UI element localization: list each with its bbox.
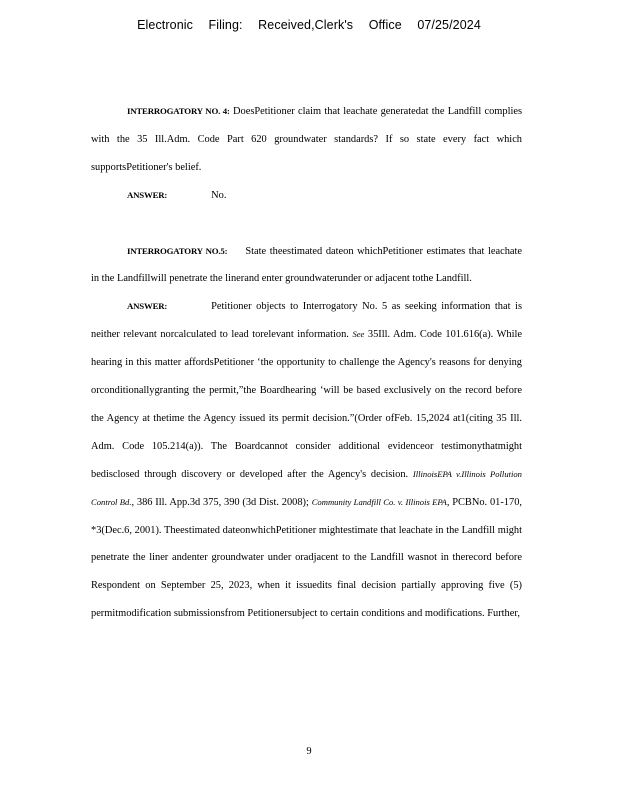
answer-4-text: No.: [211, 189, 227, 201]
answer-5-text-part2: 35Ill. Adm. Code 101.616(a). While hearing in this matter affordsPetitioner ‘the opportunity to challenge the Agency's reasons for denying orconditionallygranting the permit,”the Boardhearing ‘will be based exclusively on the record before the Agency at thetime the Agency issued its permit decision.”(Order ofFeb. 15,2024 at1(citing 35 Ill. Adm. Code 105.214(a)). The Boardcannot consider additional evidenceor testimonythatmight bedisclosed through discovery or developed after the Agency's decision.: [91, 329, 522, 480]
answer-5-label: ANSWER:: [127, 301, 168, 312]
case-citation-2-name: Community Landfill Co. v. Illinois EPA: [311, 496, 447, 507]
document-body: [91, 98, 522, 628]
see-signal: See: [352, 329, 365, 340]
interrogatory-5-label: INTERROGATORY NO.5:: [127, 245, 228, 256]
interrogatory-4-text: DoesPetitioner claim that leachate generatedat the Landfill complies with the 35 Ill.Adm. Code Part 620 groundwater standards? If so state every fact which supportsPetitioner's belief.: [91, 106, 523, 173]
answer-4: [91, 182, 522, 210]
answer-5: [91, 293, 522, 628]
answer-5-text-part3: , PCBNo. 01-170, *3(Dec.6, 2001). Theestimated dateonwhichPetitioner mightestimate that leachate in the Landfill might penetrate the liner andenter groundwater under oradjacent to the Landfill wasnot in therecord before Respondent on September 25, 2023, when it issuedits final decision partially approving five (5) permitmodification submissionsfrom Petitionersubject to certain conditions and modifications. Further,: [91, 496, 522, 620]
interrogatory-4: [91, 98, 522, 182]
interrogatory-4-label: INTERROGATORY NO. 4:: [127, 106, 230, 116]
page-number: 9: [306, 746, 312, 757]
case-citation-1-reporter: , 386 Ill. App.3d 375, 390 (3d Dist. 2008);: [131, 496, 309, 508]
answer-5-text-part1: Petitioner objects to Interrogatory No. 5 as seeking information that is neither relevant norcalculated to lead torelevant information.: [91, 301, 522, 341]
interrogatory-5-text: State theestimated dateon whichPetitioner estimates that leachate in the Landfillwill penetrate the linerand enter groundwaterunder or adjacent tothe Landfill.: [91, 245, 522, 285]
filing-stamp-header: Electronic Filing: Received,Clerk's Office 07/25/2024: [137, 18, 481, 32]
interrogatory-5: [91, 238, 522, 294]
case-citation-1-name: IllinoisEPA v.Illinois Pollution Control Bd.: [91, 468, 522, 507]
answer-4-label: ANSWER:: [127, 189, 168, 200]
